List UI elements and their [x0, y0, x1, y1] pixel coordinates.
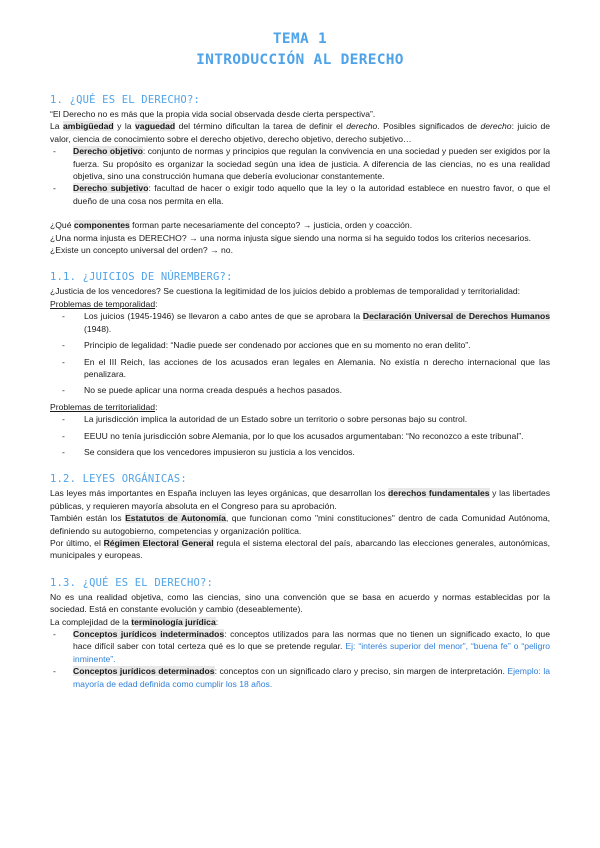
temporalidad-list [62, 310, 550, 396]
list-item: - La jurisdicción implica la autoridad de un Estado sobre un territorio o sobre personas bajo su control. [62, 413, 550, 425]
term-determinados: Conceptos jurídicos determinados [73, 666, 215, 677]
term-declaracion: Declaración Universal de Derechos Humanos [362, 311, 550, 322]
term-derechos-fundamentales: derechos fundamentales [388, 488, 490, 499]
list-item: - Principio de legalidad: “Nadie puede ser condenado por acciones que en su momento no eran delito”. [62, 339, 550, 351]
doc-title-line1: TEMA 1 [272, 31, 328, 47]
conceptos-list [50, 628, 550, 690]
example-text: Ej: “interés superior del menor”, “buena fe” o “peligro inminente”. [73, 641, 551, 664]
section-1-1-heading: 1.1. ¿JUICIOS DE NÚREMBERG?: [50, 271, 233, 284]
doc-title-line2: INTRODUCCIÓN AL DERECHO [196, 52, 404, 68]
section-1-heading: 1. ¿QUÉ ES EL DERECHO?: [50, 94, 200, 106]
list-item: - No se puede aplicar una norma creada después a hechos pasados. [62, 384, 550, 396]
term-vaguedad: vaguedad [135, 121, 176, 132]
temporalidad-title: Problemas de temporalidad: [50, 298, 158, 309]
definitions-list [50, 145, 550, 207]
list-item: - Se considera que los vencedores impusieron su justicia a los vencidos. [62, 446, 550, 458]
term-componentes: componentes [73, 220, 130, 231]
term-regimen: Régimen Electoral General [103, 537, 214, 548]
term-derecho-objetivo: Derecho objetivo [73, 146, 143, 157]
territorialidad-title: Problemas de territorialidad: [50, 401, 158, 412]
leyes-organicas-paragraph: Las leyes más importantes en España incluyen las leyes orgánicas, que desarrollan los derechos fundamentales y las libertades públicas, y requieren mayoría absoluta en el Congreso para su aprobación. [50, 488, 550, 511]
question-orden: ¿Existe un concepto universal del orden? → no. [50, 245, 233, 256]
section-1-3-heading: 1.3. ¿QUÉ ES EL DERECHO?: [50, 576, 214, 589]
terminologia-paragraph: La complejidad de la terminología jurídica: [50, 616, 219, 627]
term-estatutos: Estatutos de Autonomía [125, 513, 226, 524]
list-item: - EEUU no tenía jurisdicción sobre Alemania, por lo que los acusados argumentaban: “No reconozco a este tribunal”. [62, 430, 550, 442]
term-derecho-subjetivo: Derecho subjetivo [73, 183, 149, 194]
list-item: - Los juicios (1945-1946) se llevaron a cabo antes de que se aprobara la Declaración Universal de Derechos Humanos (1948). [62, 310, 550, 335]
territorialidad-list [62, 413, 550, 458]
quote: “El Derecho no es más que la propia vida social observada desde cierta perspectiva”. [50, 109, 376, 119]
convencion-paragraph: No es una realidad objetiva, como las ciencias, sino una convención que se basa en acuerdo y normas establecidas por la sociedad. Está en constante evolución y cambio (deseablemente). [50, 591, 550, 615]
ambiguity-paragraph: La ambigüedad y la vaguedad del término dificultan la tarea de definir el derecho. Posibles significados de derecho: juicio de valor, ciencia de conocimiento sobre el derecho objetivo, derecho objetivo, derecho subjetivo… [50, 121, 551, 144]
list-item: - Derecho subjetivo: facultad de hacer o exigir todo aquello que la ley o la autoridad establece en nuestro favor, o que el dueño de una cosa nos permita en ella. [50, 182, 550, 207]
regimen-paragraph: Por último, el Régimen Electoral General regula el sistema electoral del país, abarcando las elecciones generales, autonómicas, municipales y europeas. [50, 537, 551, 561]
list-item: - En el III Reich, las acciones de los acusados eran legales en Alemania. No existía n derecho internacional que las penalizara. [62, 356, 550, 381]
list-item: - Conceptos jurídicos determinados: conceptos con un significado claro y preciso, sin margen de interpretación. Ejemplo: la mayoría de edad definida como cumplir los 18 años. [50, 665, 550, 690]
question-componentes: ¿Qué componentes forman parte necesariamente del concepto? → justicia, orden y coacción. [50, 220, 413, 231]
example-text: Ejemplo: la mayoría de edad definida como cumplir los 18 años. [73, 666, 551, 689]
term-ambiguedad: ambigüedad [63, 121, 114, 132]
section-1-2-heading: 1.2. LEYES ORGÁNICAS: [50, 473, 187, 486]
estatutos-paragraph: También están los Estatutos de Autonomía, que funcionan como "mini constituciones" dentro de cada Comunidad Autónoma, definiendo su autogobierno, competencias y organización política. [50, 513, 551, 536]
list-item: - Derecho objetivo: conjunto de normas y principios que regulan la convivencia en una sociedad y pueden ser exigidos por la fuerza. Su propósito es organizar la sociedad según una idea de justicia. A diferencia de las ciencias, no es una realidad objetiva, sino una construcción humana que debería evolucionar constantemente. [50, 145, 550, 182]
nuremberg-intro: ¿Justicia de los vencedores? Se cuestiona la legitimidad de los juicios debido a problemas de temporalidad y territorialidad: [50, 286, 521, 297]
list-item: - Conceptos jurídicos indeterminados: conceptos utilizados para las normas que no tienen un significado exacto, lo que hace difícil saber con total certeza qué es lo que se pretende regular. Ej: “interés superior del menor”, “buena fe” o “peligro inminente”. [50, 628, 550, 665]
question-norma-injusta: ¿Una norma injusta es DERECHO? → una norma injusta sigue siendo una norma si ha seguido todos los criterios necesarios. [50, 232, 532, 243]
term-terminologia: terminología jurídica [131, 616, 216, 627]
term-indeterminados: Conceptos jurídicos indeterminados [73, 629, 225, 639]
